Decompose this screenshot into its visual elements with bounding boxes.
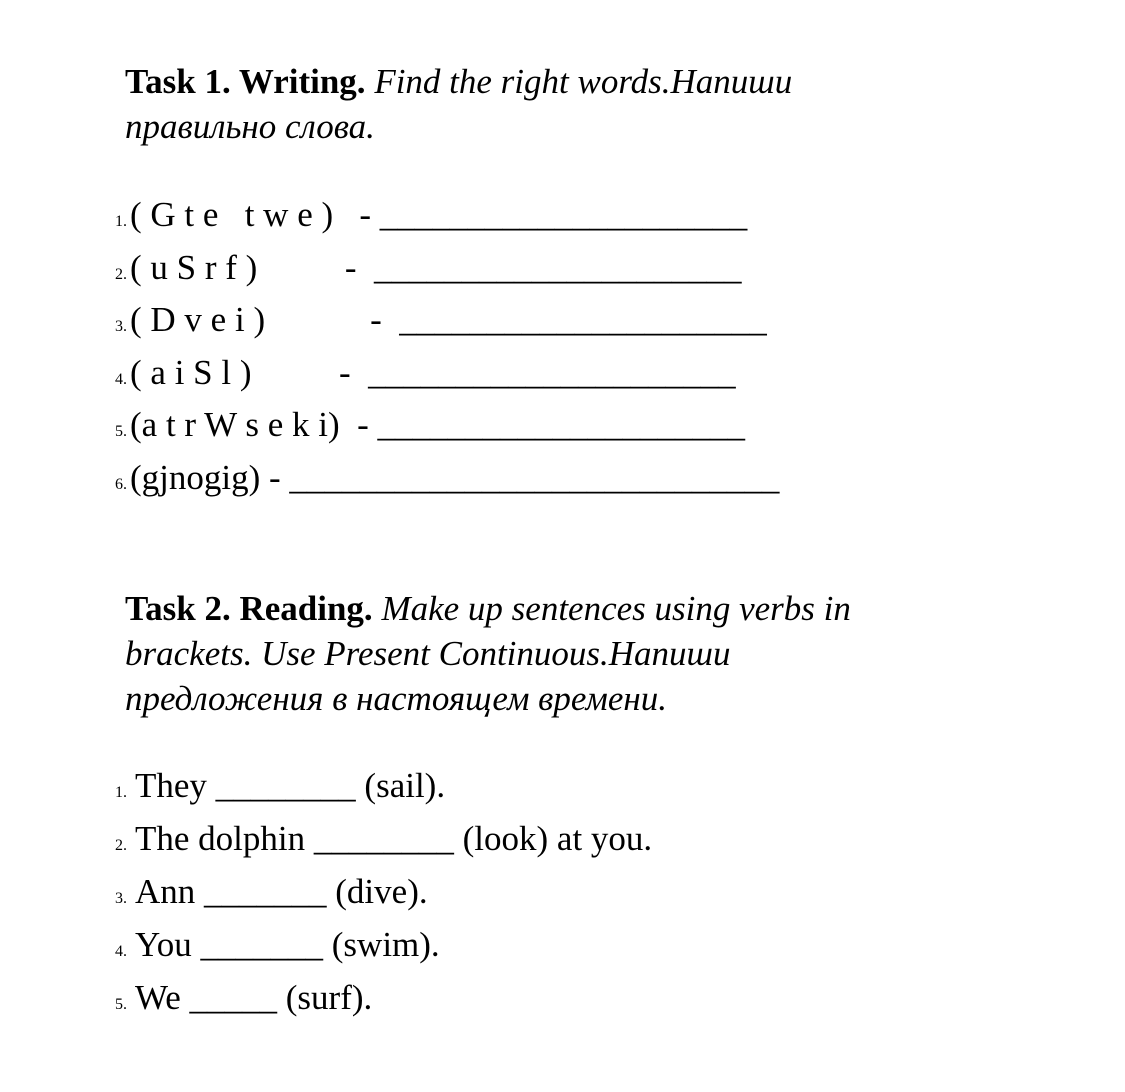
answer-blank: _____________________	[377, 405, 746, 444]
task-2-item-4	[115, 922, 1085, 975]
answer-blank: _______	[204, 872, 327, 911]
answer-blank: _____________________	[399, 300, 767, 339]
sentence-start: They	[135, 766, 216, 805]
item-number: 6.	[115, 475, 127, 493]
sentence-start: We	[135, 978, 190, 1017]
task-1-item-6	[115, 455, 1085, 508]
scrambled-word: (a t r W s e k i) -	[130, 405, 378, 444]
task-2-instruction-part-3: предложения в настоящем времени.	[125, 679, 668, 718]
task-1-item-1	[115, 192, 1085, 245]
item-number: 5.	[115, 423, 127, 440]
answer-blank: _____________________	[379, 195, 748, 234]
item-number: 3.	[115, 890, 127, 907]
task-2-heading-line-2	[125, 631, 1085, 676]
task-1-item-4	[115, 350, 1085, 403]
task-2-heading	[125, 586, 1085, 721]
task-2-item-5	[115, 975, 1085, 1028]
task-2-instruction-part-2: brackets. Use Present Continuous.Напиши	[125, 634, 731, 673]
item-number: 2.	[115, 837, 127, 854]
answer-blank: _____________________	[374, 247, 742, 287]
task-1-item-list	[115, 192, 1085, 507]
task-1-title: Task 1. Writing.	[125, 62, 375, 101]
answer-blank: ____________________________	[289, 457, 780, 497]
sentence-start: You	[135, 925, 201, 964]
task-2-section	[115, 586, 1085, 1028]
answer-blank: ________	[313, 819, 454, 858]
task-2-item-list	[115, 763, 1085, 1028]
scrambled-word: ( a i S l ) -	[130, 352, 369, 392]
answer-blank: _______	[200, 925, 324, 964]
task-1-item-2	[115, 245, 1085, 298]
item-number: 4.	[115, 370, 127, 388]
item-number: 1.	[115, 213, 127, 230]
answer-blank: _____________________	[368, 352, 736, 392]
sentence-start: Ann	[135, 872, 205, 911]
sentence-end: (sail).	[355, 766, 446, 805]
answer-blank: _____	[189, 978, 278, 1017]
item-number: 3.	[115, 318, 127, 335]
scrambled-word: ( u S r f ) -	[130, 247, 374, 287]
scrambled-word: ( G t e t w e ) -	[130, 195, 380, 234]
task-1-instruction-part-2: правильно слова.	[125, 107, 375, 146]
task-2-title: Task 2. Reading.	[125, 589, 382, 628]
item-number: 4.	[115, 943, 127, 960]
task-2-item-3	[115, 869, 1085, 922]
sentence-end: (swim).	[323, 925, 440, 964]
task-2-item-2	[115, 816, 1085, 869]
item-number: 5.	[115, 996, 127, 1013]
item-number: 2.	[115, 265, 127, 283]
sentence-start: The dolphin	[135, 819, 314, 858]
item-number: 1.	[115, 784, 127, 801]
sentence-end: (surf).	[277, 978, 373, 1017]
task-1-item-3	[115, 297, 1085, 350]
task-1-instruction-part-1: Find the right words.Напиши	[374, 62, 793, 101]
task-2-heading-line-3	[125, 676, 1085, 721]
scrambled-word: (gjnogig) -	[130, 457, 290, 497]
task-1-section	[115, 59, 1085, 507]
answer-blank: ________	[215, 766, 356, 805]
task-1-heading-line-1	[125, 59, 1085, 104]
task-1-heading	[125, 59, 1085, 149]
scrambled-word: ( D v e i ) -	[130, 300, 400, 339]
task-1-item-5	[115, 402, 1085, 455]
sentence-end: (dive).	[326, 872, 428, 911]
task-2-item-1	[115, 763, 1085, 816]
sentence-end: (look) at you.	[453, 819, 653, 858]
task-2-heading-line-1	[125, 586, 1085, 631]
task-2-instruction-part-1: Make up sentences using verbs in	[381, 589, 851, 628]
task-1-heading-line-2	[125, 104, 1085, 149]
